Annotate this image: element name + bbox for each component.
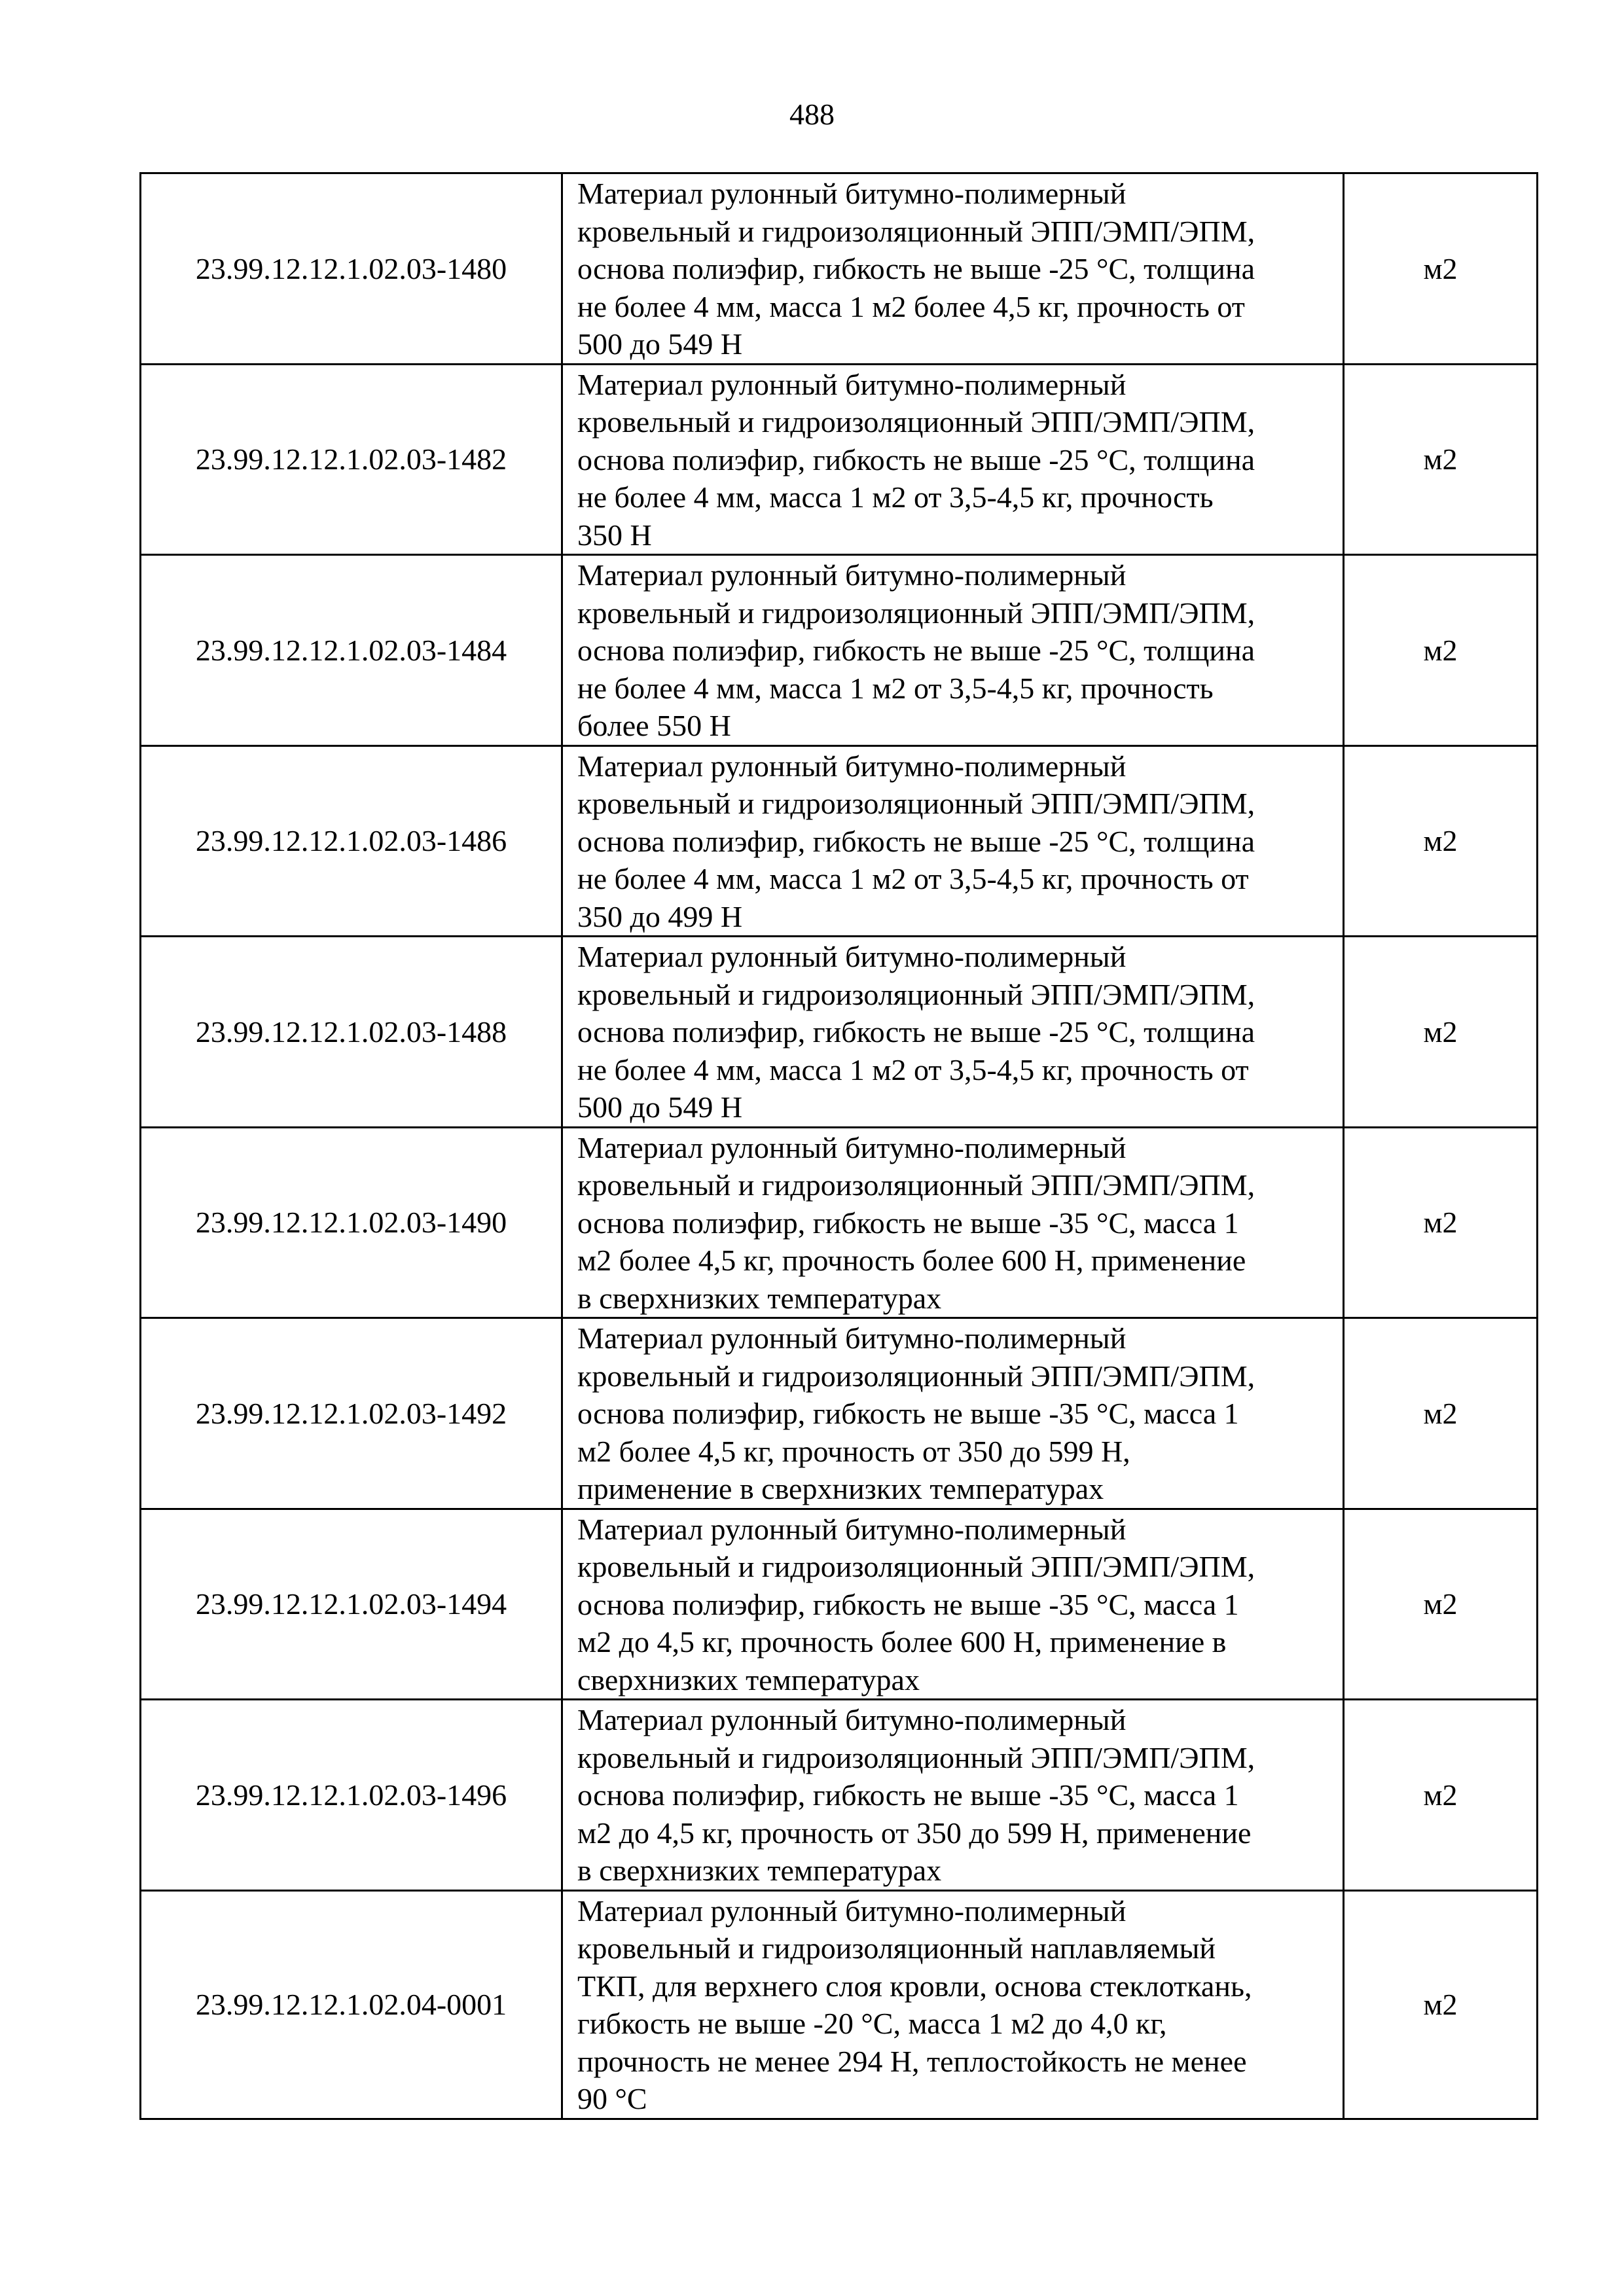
description-line: м2 до 4,5 кг, прочность от 350 до 599 Н, применение	[577, 1816, 1252, 1850]
description-line: не более 4 мм, масса 1 м2 от 3,5-4,5 кг, прочность	[577, 480, 1214, 514]
description-line: в сверхнизких температурах	[577, 1854, 942, 1887]
table-row	[141, 1509, 1538, 1700]
material-code-cell: 23.99.12.12.1.02.03-1492	[141, 1318, 562, 1509]
description-line: кровельный и гидроизоляционный ЭПП/ЭМП/ЭПМ,	[577, 405, 1255, 439]
description-line: основа полиэфир, гибкость не выше -35 °С, масса 1	[577, 1587, 1239, 1621]
material-code-cell: 23.99.12.12.1.02.03-1496	[141, 1700, 562, 1891]
description-line: более 550 Н	[577, 709, 731, 742]
description-line: основа полиэфир, гибкость не выше -35 °С, масса 1	[577, 1778, 1239, 1812]
description-line: Материал рулонный битумно-полимерный	[577, 367, 1127, 401]
material-code-cell: 23.99.12.12.1.02.03-1484	[141, 555, 562, 746]
description-line: 500 до 549 Н	[577, 1090, 743, 1124]
description-line: кровельный и гидроизоляционный ЭПП/ЭМП/ЭПМ,	[577, 1359, 1255, 1393]
material-code-cell: 23.99.12.12.1.02.03-1490	[141, 1127, 562, 1318]
material-description-cell	[562, 745, 1344, 937]
description-line: основа полиэфир, гибкость не выше -35 °С, масса 1	[577, 1397, 1239, 1430]
description-line: м2 до 4,5 кг, прочность более 600 Н, применение в	[577, 1625, 1227, 1659]
description-line: не более 4 мм, масса 1 м2 от 3,5-4,5 кг, прочность	[577, 671, 1214, 705]
description-line: кровельный и гидроизоляционный ЭПП/ЭМП/ЭПМ,	[577, 214, 1255, 248]
description-line: м2 более 4,5 кг, прочность более 600 Н, применение	[577, 1244, 1246, 1277]
description-line: кровельный и гидроизоляционный ЭПП/ЭМП/ЭПМ,	[577, 596, 1255, 630]
description-line: м2 более 4,5 кг, прочность от 350 до 599 Н,	[577, 1434, 1130, 1468]
material-code-cell: 23.99.12.12.1.02.03-1482	[141, 364, 562, 555]
description-line: основа полиэфир, гибкость не выше -25 °С, толщина	[577, 252, 1255, 285]
unit-cell: м2	[1344, 364, 1538, 555]
material-description-cell	[562, 1700, 1344, 1891]
description-line: 350 Н	[577, 518, 652, 552]
unit-cell: м2	[1344, 1509, 1538, 1700]
description-line: основа полиэфир, гибкость не выше -35 °С, масса 1	[577, 1206, 1239, 1240]
description-line: 500 до 549 Н	[577, 327, 743, 361]
description-line: основа полиэфир, гибкость не выше -25 °С, толщина	[577, 824, 1255, 858]
material-code-cell: 23.99.12.12.1.02.03-1480	[141, 173, 562, 365]
unit-cell: м2	[1344, 745, 1538, 937]
material-description-cell	[562, 1318, 1344, 1509]
table-row	[141, 1700, 1538, 1891]
description-line: прочность не менее 294 Н, теплостойкость не менее	[577, 2044, 1247, 2078]
description-line: основа полиэфир, гибкость не выше -25 °С, толщина	[577, 634, 1255, 667]
table-row	[141, 745, 1538, 937]
unit-cell: м2	[1344, 173, 1538, 365]
description-line: 90 °С	[577, 2082, 647, 2115]
unit-cell: м2	[1344, 1318, 1538, 1509]
description-line: 350 до 499 Н	[577, 899, 743, 933]
page-number: 488	[789, 98, 835, 131]
description-line: Материал рулонный битумно-полимерный	[577, 1703, 1127, 1736]
unit-cell: м2	[1344, 937, 1538, 1128]
material-code-cell: 23.99.12.12.1.02.03-1488	[141, 937, 562, 1128]
description-line: не более 4 мм, масса 1 м2 более 4,5 кг, прочность от	[577, 289, 1245, 323]
table-row	[141, 555, 1538, 746]
material-code-cell: 23.99.12.12.1.02.04-0001	[141, 1890, 562, 2119]
table-row	[141, 1318, 1538, 1509]
materials-table	[139, 172, 1538, 2120]
material-description-cell	[562, 1890, 1344, 2119]
description-line: гибкость не выше -20 °С, масса 1 м2 до 4,0 кг,	[577, 2007, 1167, 2040]
description-line: в сверхнизких температурах	[577, 1281, 942, 1315]
description-line: не более 4 мм, масса 1 м2 от 3,5-4,5 кг, прочность от	[577, 862, 1249, 895]
table-row	[141, 364, 1538, 555]
unit-cell: м2	[1344, 1127, 1538, 1318]
table-row	[141, 1127, 1538, 1318]
unit-cell: м2	[1344, 555, 1538, 746]
description-line: Материал рулонный битумно-полимерный	[577, 558, 1127, 592]
description-line: Материал рулонный битумно-полимерный	[577, 749, 1127, 783]
unit-cell: м2	[1344, 1700, 1538, 1891]
table-row	[141, 1890, 1538, 2119]
materials-table-body	[141, 173, 1538, 2119]
description-line: Материал рулонный битумно-полимерный	[577, 1130, 1127, 1164]
material-description-cell	[562, 1127, 1344, 1318]
description-line: кровельный и гидроизоляционный ЭПП/ЭМП/ЭПМ,	[577, 787, 1255, 820]
description-line: Материал рулонный битумно-полимерный	[577, 1512, 1127, 1546]
description-line: Материал рулонный битумно-полимерный	[577, 177, 1127, 210]
material-code-cell: 23.99.12.12.1.02.03-1494	[141, 1509, 562, 1700]
description-line: ТКП, для верхнего слоя кровли, основа стеклоткань,	[577, 1969, 1252, 2003]
description-line: Материал рулонный битумно-полимерный	[577, 940, 1127, 973]
material-description-cell	[562, 364, 1344, 555]
description-line: применение в сверхнизких температурах	[577, 1472, 1104, 1505]
description-line: основа полиэфир, гибкость не выше -25 °С, толщина	[577, 1015, 1255, 1049]
description-line: кровельный и гидроизоляционный ЭПП/ЭМП/ЭПМ,	[577, 1168, 1255, 1202]
description-line: кровельный и гидроизоляционный ЭПП/ЭМП/ЭПМ,	[577, 977, 1255, 1011]
description-line: Материал рулонный битумно-полимерный	[577, 1321, 1127, 1355]
table-row	[141, 937, 1538, 1128]
description-line: кровельный и гидроизоляционный ЭПП/ЭМП/ЭПМ,	[577, 1740, 1255, 1774]
material-description-cell	[562, 937, 1344, 1128]
description-line: основа полиэфир, гибкость не выше -25 °С, толщина	[577, 442, 1255, 476]
description-line: кровельный и гидроизоляционный наплавляемый	[577, 1931, 1216, 1965]
description-line: Материал рулонный битумно-полимерный	[577, 1893, 1127, 1928]
material-description-cell	[562, 1509, 1344, 1700]
material-code-cell: 23.99.12.12.1.02.03-1486	[141, 745, 562, 937]
table-row	[141, 173, 1538, 365]
description-line: кровельный и гидроизоляционный ЭПП/ЭМП/ЭПМ,	[577, 1550, 1255, 1583]
description-line: сверхнизких температурах	[577, 1662, 920, 1696]
material-description-cell	[562, 173, 1344, 365]
unit-cell: м2	[1344, 1890, 1538, 2119]
material-description-cell	[562, 555, 1344, 746]
description-line: не более 4 мм, масса 1 м2 от 3,5-4,5 кг, прочность от	[577, 1052, 1249, 1086]
